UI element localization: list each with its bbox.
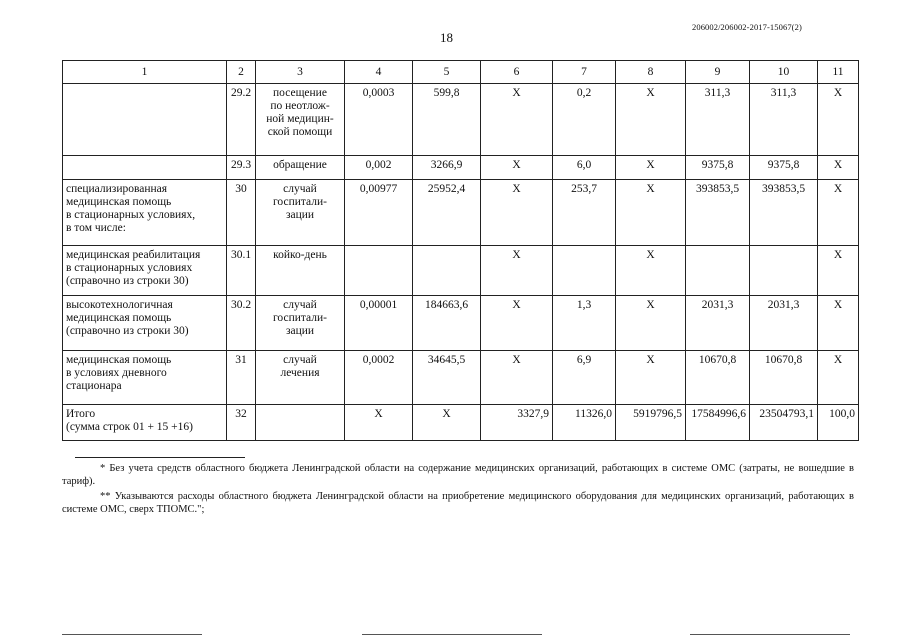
value-cell: 2031,3 (750, 296, 818, 351)
value-cell: 0,00001 (345, 296, 413, 351)
column-header: 4 (345, 61, 413, 84)
row-code: 29.2 (227, 84, 256, 156)
bottom-divider-right (690, 634, 850, 635)
column-header: 3 (256, 61, 345, 84)
value-cell: 0,00977 (345, 180, 413, 246)
row-label: Итого (сумма строк 01 + 15 +16) (63, 405, 227, 441)
value-cell: 184663,6 (413, 296, 481, 351)
value-cell: 2031,3 (686, 296, 750, 351)
row-code: 30.2 (227, 296, 256, 351)
value-cell (345, 246, 413, 296)
table-row (63, 246, 859, 296)
value-cell: Х (818, 246, 859, 296)
value-cell: 0,2 (553, 84, 616, 156)
value-cell: 9375,8 (686, 156, 750, 180)
row-code: 31 (227, 351, 256, 405)
column-header: 5 (413, 61, 481, 84)
row-code: 29.3 (227, 156, 256, 180)
value-cell: 10670,8 (686, 351, 750, 405)
unit-cell: койко-день (256, 246, 345, 296)
row-label (63, 84, 227, 156)
value-cell: 311,3 (750, 84, 818, 156)
value-cell: 5919796,5 (616, 405, 686, 441)
unit-cell (256, 405, 345, 441)
value-cell: Х (481, 156, 553, 180)
value-cell: 311,3 (686, 84, 750, 156)
value-cell: 0,0003 (345, 84, 413, 156)
table-row (63, 84, 859, 156)
value-cell: 3266,9 (413, 156, 481, 180)
footnote-2: ** Указываются расходы областного бюджета Ленинградской области на приобретение медицинского оборудования для медицинских организаций, работающих в системе ОМС, сверх ТПОМС."; (62, 491, 854, 515)
value-cell: 23504793,1 (750, 405, 818, 441)
value-cell: Х (818, 84, 859, 156)
row-code: 30.1 (227, 246, 256, 296)
value-cell: 10670,8 (750, 351, 818, 405)
value-cell: Х (481, 84, 553, 156)
value-cell: 100,0 (818, 405, 859, 441)
value-cell: Х (616, 180, 686, 246)
table-row (63, 180, 859, 246)
value-cell: 599,8 (413, 84, 481, 156)
row-label: медицинская реабилитация в стационарных условиях (справочно из строки 30) (63, 246, 227, 296)
footnote-separator (75, 457, 245, 458)
footnote-1: * Без учета средств областного бюджета Ленинградской области на содержание медицинских организаций, работающих в системе ОМС (затраты, не вошедшие в тариф). (62, 463, 854, 487)
document-code: 206002/206002-2017-15067(2) (692, 22, 802, 32)
page-number: 18 (440, 30, 453, 45)
column-header: 10 (750, 61, 818, 84)
value-cell: 25952,4 (413, 180, 481, 246)
table-row-total (63, 405, 859, 441)
row-code: 30 (227, 180, 256, 246)
value-cell: Х (481, 180, 553, 246)
value-cell: 393853,5 (686, 180, 750, 246)
table-row (63, 156, 859, 180)
bottom-divider-left (62, 634, 202, 635)
row-label (63, 156, 227, 180)
value-cell: Х (818, 351, 859, 405)
value-cell: Х (481, 296, 553, 351)
value-cell: 17584996,6 (686, 405, 750, 441)
column-header: 11 (818, 61, 859, 84)
value-cell: 6,9 (553, 351, 616, 405)
value-cell: 34645,5 (413, 351, 481, 405)
row-label: специализированная медицинская помощь в стационарных условиях, в том числе: (63, 180, 227, 246)
value-cell: 6,0 (553, 156, 616, 180)
column-header: 9 (686, 61, 750, 84)
value-cell: 3327,9 (481, 405, 553, 441)
unit-cell: обращение (256, 156, 345, 180)
column-header: 7 (553, 61, 616, 84)
value-cell: 253,7 (553, 180, 616, 246)
row-label: высокотехнологичная медицинская помощь (справочно из строки 30) (63, 296, 227, 351)
value-cell: Х (818, 180, 859, 246)
unit-cell: посещение по неотлож- ной медицин- ской помощи (256, 84, 345, 156)
column-header: 2 (227, 61, 256, 84)
table-row (63, 296, 859, 351)
row-code: 32 (227, 405, 256, 441)
value-cell: 11326,0 (553, 405, 616, 441)
value-cell: 0,0002 (345, 351, 413, 405)
value-cell: Х (616, 351, 686, 405)
value-cell: Х (616, 296, 686, 351)
value-cell (553, 246, 616, 296)
value-cell: 1,3 (553, 296, 616, 351)
value-cell: Х (345, 405, 413, 441)
value-cell (686, 246, 750, 296)
value-cell: Х (481, 246, 553, 296)
value-cell: Х (616, 156, 686, 180)
column-header: 1 (63, 61, 227, 84)
value-cell: 393853,5 (750, 180, 818, 246)
table-header-row (63, 61, 859, 84)
column-header: 8 (616, 61, 686, 84)
column-header: 6 (481, 61, 553, 84)
table-row (63, 351, 859, 405)
unit-cell: случай госпитали- зации (256, 296, 345, 351)
unit-cell: случай госпитали- зации (256, 180, 345, 246)
unit-cell: случай лечения (256, 351, 345, 405)
value-cell: Х (616, 246, 686, 296)
value-cell: Х (818, 156, 859, 180)
value-cell (413, 246, 481, 296)
value-cell: Х (481, 351, 553, 405)
footnotes (62, 462, 854, 518)
data-table (62, 60, 859, 441)
value-cell: Х (818, 296, 859, 351)
row-label: медицинская помощь в условиях дневного стационара (63, 351, 227, 405)
value-cell: Х (413, 405, 481, 441)
value-cell: Х (616, 84, 686, 156)
value-cell: 9375,8 (750, 156, 818, 180)
value-cell: 0,002 (345, 156, 413, 180)
value-cell (750, 246, 818, 296)
bottom-divider-center (362, 634, 542, 635)
